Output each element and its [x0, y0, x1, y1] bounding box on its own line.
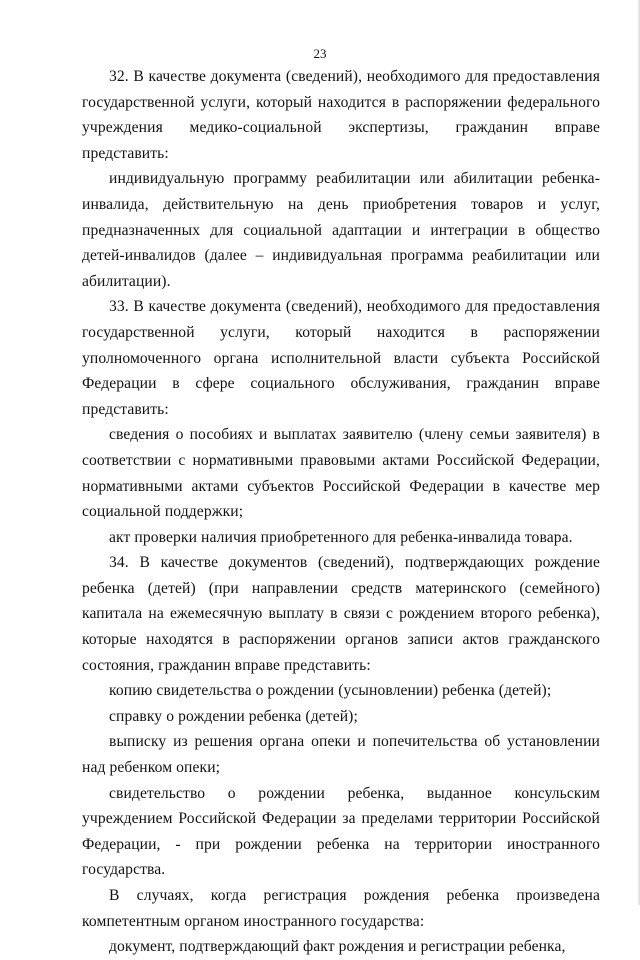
paragraph-birth-fact-document: документ, подтверждающий факт рождения и регистрации ребенка, — [109, 938, 566, 956]
page-number: 23 — [313, 46, 327, 61]
document-body — [82, 64, 600, 960]
paragraph-birth-certificate-copy: копию свидетельства о рождении (усыновлении) ребенка (детей); — [109, 682, 552, 700]
paragraph-inspection-act: акт проверки наличия приобретенного для ребенка-инвалида товара. — [109, 528, 573, 546]
paragraph-birth-reference: справку о рождении ребенка (детей); — [109, 707, 358, 725]
paragraph-consular-certificate: свидетельство о рождении ребенка, выданное консульским учреждением Российской Федерации за пределами территории Российской Федерации, - при рождении ребенка на территории иностранного государства. — [82, 784, 600, 879]
paragraph-33: 33. В качестве документа (сведений), необходимого для предоставления государственной услуги, который находится в распоряжении уполномоченного органа исполнительной власти субъекта Российской Федерации в сфере социального обслуживания, гражданин вправе представить: — [82, 298, 600, 418]
paragraph-32: 32. В качестве документа (сведений), необходимого для предоставления государственной услуги, который находится в распоряжении федерального учреждения медико-социальной экспертизы, гражданин вправе представить: — [82, 68, 600, 162]
paragraph-benefits-info: сведения о пособиях и выплатах заявителю (члену семьи заявителя) в соответствии с нормативными правовыми актами Российской Федерации, нормативными актами субъектов Российской Федерации в качестве мер социальной поддержки; — [82, 426, 600, 521]
paragraph-guardianship-extract: выписку из решения органа опеки и попечительства об установлении над ребенком опеки; — [82, 733, 600, 777]
paragraph-foreign-registration: В случаях, когда регистрация рождения ребенка произведена компетентным органом иностранного государства: — [82, 887, 600, 930]
paragraph-individual-program: индивидуальную программу реабилитации или абилитации ребенка-инвалида, действительную на день приобретения товаров и услуг, предназначенных для социальной адаптации и интеграции в общество детей-инвалидов (далее – индивидуальная программа реабилитации или абилитации). — [82, 170, 600, 290]
paragraph-34: 34. В качестве документов (сведений), подтверждающих рождение ребенка (детей) (при направлении средств материнского (семейного) капитала на ежемесячную выплату в связи с рождением второго ребенка), которые находятся в распоряжении органов записи актов гражданского состояния, гражданин вправе представить: — [82, 554, 600, 674]
